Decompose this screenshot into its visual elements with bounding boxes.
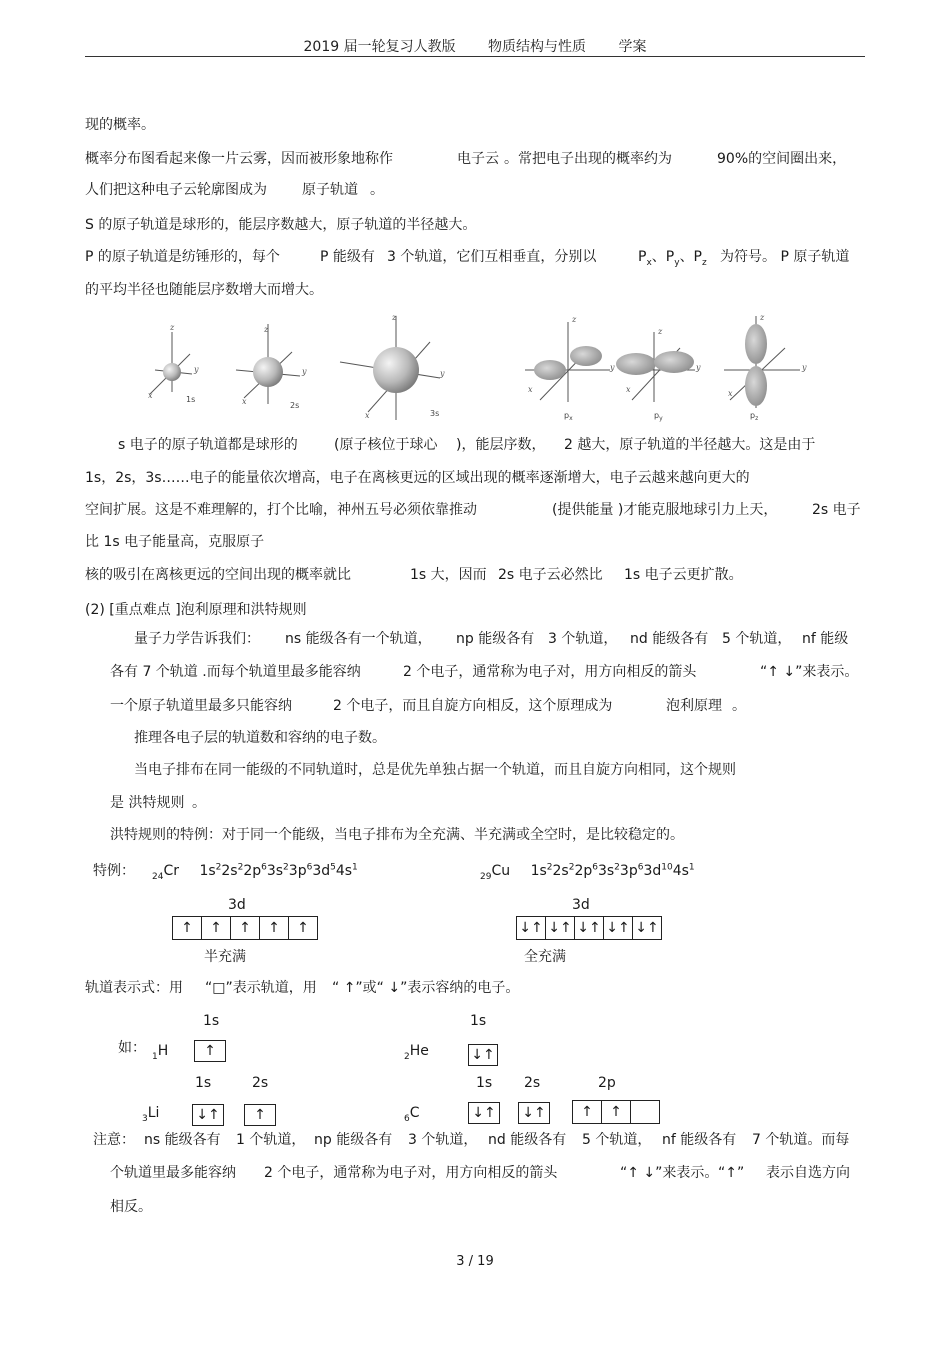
text-line: 90%的空间圈出来，	[717, 151, 847, 167]
page-header	[0, 40, 950, 54]
text-line: 。	[370, 182, 384, 198]
he-1s-label: 1s	[470, 1013, 487, 1029]
orbital-cell: ↓↑	[517, 917, 546, 939]
text-line: 1s，2s，3s……电子的能量依次增高，电子在离核更远的区域出现的概率逐渐增大，电子云越来越向更大的	[85, 470, 750, 486]
h-1s-box: ↑	[194, 1040, 226, 1062]
text-line: 2s 电子云必然比	[498, 567, 603, 583]
cu-caption: 全充满	[524, 949, 566, 965]
text-line: 7 个轨道。而每	[752, 1132, 850, 1148]
element-h: $_1$H	[152, 1043, 169, 1062]
c-1s-box: ↓↑	[468, 1102, 500, 1124]
he-1s-box: ↓↑	[468, 1044, 498, 1066]
text-line: “↑”	[718, 1165, 745, 1181]
orbital-cell: ↑	[602, 1101, 631, 1123]
label-py: $p_y$	[654, 411, 663, 422]
orbital-px-lobe	[534, 360, 566, 380]
text-line: 2 个电子，而且自旋方向相反，这个原理成为	[333, 698, 613, 714]
text-line: 5 个轨道，	[722, 631, 792, 647]
orbital-px-lobe	[570, 346, 602, 366]
header-part1: 2019 届一轮复习人教版	[303, 39, 456, 55]
text-line: 3 个轨道，	[408, 1132, 478, 1148]
header-part2: 物质结构与性质	[488, 39, 587, 55]
c-2p-boxes	[572, 1100, 660, 1124]
element-c: $_6$C	[404, 1105, 420, 1124]
orbital-3s-sphere	[373, 347, 419, 393]
text-line: 的平均半径也随能层序数增大而增大。	[85, 282, 323, 298]
cu-electron-config: $1s^22s^22p^63s^23p^63d^{10}4s^1$	[530, 862, 695, 879]
text-line: 2 越大，原子轨道的半径越大。这是由于	[564, 437, 816, 453]
text-line: )，能层序数，	[456, 437, 546, 453]
svg-text:x: x	[148, 391, 153, 400]
element-li: $_3$Li	[142, 1105, 160, 1124]
text-line: 2 个电子，通常称为电子对，用方向相反的箭头	[264, 1165, 558, 1181]
element-he: $_2$He	[404, 1043, 429, 1062]
c-2p-label: 2p	[598, 1075, 616, 1091]
text-line: s 电子的原子轨道都是球形的	[118, 437, 298, 453]
svg-text:x: x	[365, 411, 370, 420]
svg-text:z: z	[572, 315, 577, 324]
svg-text:y: y	[194, 365, 199, 374]
li-2s-label: 2s	[252, 1075, 269, 1091]
orbital-shapes-figure	[140, 312, 860, 424]
text-line: P 的原子轨道是纺锤形的，每个	[85, 249, 280, 265]
text-line: (原子核位于球心	[334, 437, 438, 453]
text-line: 。常把电子出现的概率约为	[504, 151, 672, 167]
svg-text:y: y	[610, 363, 615, 372]
svg-text:x: x	[626, 385, 631, 394]
text-line: 空间扩展。这是不难理解的，打个比喻，神州五号必须依靠推动	[85, 502, 477, 518]
text-line: ns 能级各有	[144, 1132, 221, 1148]
label-for-example: 如：	[118, 1040, 146, 1056]
text-line: nd 能级各有	[630, 631, 709, 647]
orbital-cell: ↓↑	[546, 917, 575, 939]
section-heading: (2) [重点难点 ]泡利原理和洪特规则	[85, 602, 307, 618]
li-1s-box: ↓↑	[192, 1104, 224, 1126]
text-line: np 能级各有	[314, 1132, 393, 1148]
label-note: 注意：	[93, 1132, 135, 1148]
term-hund-rule: 是 洪特规则	[110, 795, 185, 811]
orbital-py-lobe	[616, 353, 656, 375]
label-1s: 1s	[186, 395, 196, 404]
term-atomic-orbital: 原子轨道	[302, 182, 358, 198]
orbital-cell: ↑	[202, 917, 231, 939]
label-special-case: 特例：	[93, 863, 135, 879]
text-line: S 的原子轨道是球形的，能层序数越大，原子轨道的半径越大。	[85, 217, 477, 233]
orbital-cell: ↑	[573, 1101, 602, 1123]
svg-text:z: z	[264, 325, 269, 334]
cr-3d-orbital-boxes	[172, 916, 318, 940]
cr-config: $_{24}$Cr $1s^22s^22p^63s^23p^63d^54s^1$	[152, 862, 358, 882]
label-3s: 3s	[430, 409, 440, 418]
text-line: 相反。	[110, 1199, 152, 1215]
cr-electron-config: $1s^22s^22p^63s^23p^63d^54s^1$	[199, 862, 358, 879]
orbital-pz-lobe	[745, 366, 767, 406]
text-line: 3 个轨道，	[548, 631, 618, 647]
text-line: 推理各电子层的轨道数和容纳的电子数。	[134, 730, 386, 746]
text-line: ns 能级各有一个轨道，	[285, 631, 432, 647]
orbital-cell: ↑	[260, 917, 289, 939]
svg-text:z: z	[392, 313, 397, 322]
text-line: np 能级各有	[456, 631, 535, 647]
li-1s-label: 1s	[195, 1075, 212, 1091]
label-px: $p_x$	[564, 411, 573, 422]
text-line: “↑ ↓”来表示。	[620, 1165, 719, 1181]
svg-text:y: y	[802, 363, 807, 372]
text-line: 现的概率。	[85, 117, 155, 133]
cu-sublevel-label: 3d	[572, 897, 590, 913]
svg-text:z: z	[658, 327, 663, 336]
text-line: 2s 电子	[812, 502, 861, 518]
text-line: P 能级有	[320, 249, 375, 265]
cr-caption: 半充满	[204, 949, 246, 965]
c-2s-label: 2s	[524, 1075, 541, 1091]
text-line: 5 个轨道，	[582, 1132, 652, 1148]
text-line: 量子力学告诉我们：	[134, 631, 260, 647]
term-pauli-principle: 泡利原理	[666, 698, 722, 714]
orbital-2s-sphere	[253, 357, 283, 387]
header-rule	[85, 56, 865, 57]
svg-text:z: z	[760, 313, 765, 322]
text-line: 1s 电子云更扩散。	[624, 567, 743, 583]
orbital-cell: ↓↑	[635, 920, 659, 936]
text-line: 。	[732, 698, 746, 714]
text-line: 个轨道里最多能容纳	[110, 1165, 236, 1181]
text-line: “↑ ↓”来表示。	[760, 664, 859, 680]
text-line: 2 个电子，通常称为电子对，用方向相反的箭头	[403, 664, 697, 680]
cu-3d-orbital-boxes	[516, 916, 662, 940]
svg-text:y: y	[696, 363, 701, 372]
orbital-py-lobe	[654, 351, 694, 373]
text-line: 3 个轨道，它们互相垂直，分别以	[387, 249, 597, 265]
c-2s-box: ↓↑	[518, 1102, 550, 1124]
cu-config: $_{29}$Cu $1s^22s^22p^63s^23p^63d^{10}4s^1$	[480, 862, 695, 882]
page-number: 3 / 19	[456, 1254, 494, 1269]
text-line: 为符号。 P 原子轨道	[720, 249, 850, 265]
svg-text:z: z	[170, 323, 175, 332]
text-line: 表示自选方向	[766, 1165, 850, 1181]
text-line: 人们把这种电子云轮廓图成为	[85, 182, 267, 198]
text-line: nf 能级	[802, 631, 849, 647]
text-line: nd 能级各有	[488, 1132, 567, 1148]
text-line: “ ↑”或“ ↓”表示容纳的电子。	[332, 980, 520, 996]
orbital-pz-lobe	[745, 324, 767, 364]
text-line: 。	[192, 795, 206, 811]
orbital-cell: ↓↑	[604, 917, 633, 939]
text-line: 1 个轨道，	[236, 1132, 306, 1148]
svg-text:x: x	[728, 389, 733, 398]
orbital-cell: ↑	[297, 920, 309, 936]
term-electron-cloud: 电子云	[457, 151, 499, 167]
text-line: (提供能量 )才能克服地球引力上天，	[552, 502, 778, 518]
text-line: 概率分布图看起来像一片云雾，因而被形象地称作	[85, 151, 393, 167]
c-1s-label: 1s	[476, 1075, 493, 1091]
svg-text:y: y	[302, 367, 307, 376]
label-2s: 2s	[290, 401, 300, 410]
text-line: 1s 大，因而	[410, 567, 487, 583]
orbital-1s-sphere	[163, 363, 181, 381]
svg-text:x: x	[528, 385, 533, 394]
text-line: 轨道表示式：用	[85, 980, 183, 996]
text-line: 一个原子轨道里最多只能容纳	[110, 698, 292, 714]
header-part3: 学案	[618, 39, 647, 55]
text-line: 各有 7 个轨道 .而每个轨道里最多能容纳	[110, 664, 361, 680]
svg-text:x: x	[242, 397, 247, 406]
text-line: 洪特规则的特例：对于同一个能级，当电子排布为全充满、半充满或全空时，是比较稳定的。	[110, 827, 684, 843]
li-2s-box: ↑	[244, 1104, 276, 1126]
orbital-cell: ↑	[231, 917, 260, 939]
text-line: 核的吸引在离核更远的空间出现的概率就比	[85, 567, 351, 583]
orbital-cell: ↓↑	[575, 917, 604, 939]
orbital-cell	[631, 1101, 659, 1123]
label-pz: $p_z$	[750, 411, 759, 422]
text-line: “□”表示轨道，用	[205, 980, 317, 996]
h-1s-label: 1s	[203, 1013, 220, 1029]
text-line: nf 能级各有	[662, 1132, 737, 1148]
text-line: 比 1s 电子能量高，克服原子	[85, 534, 265, 550]
orbital-cell: ↑	[173, 917, 202, 939]
text-line: 当电子排布在同一能级的不同轨道时，总是优先单独占据一个轨道，而且自旋方向相同，这个规则	[134, 762, 736, 778]
p-symbols: $P_x$、$P_y$、$P_z$	[638, 249, 707, 268]
svg-text:y: y	[440, 369, 445, 378]
cr-sublevel-label: 3d	[228, 897, 246, 913]
